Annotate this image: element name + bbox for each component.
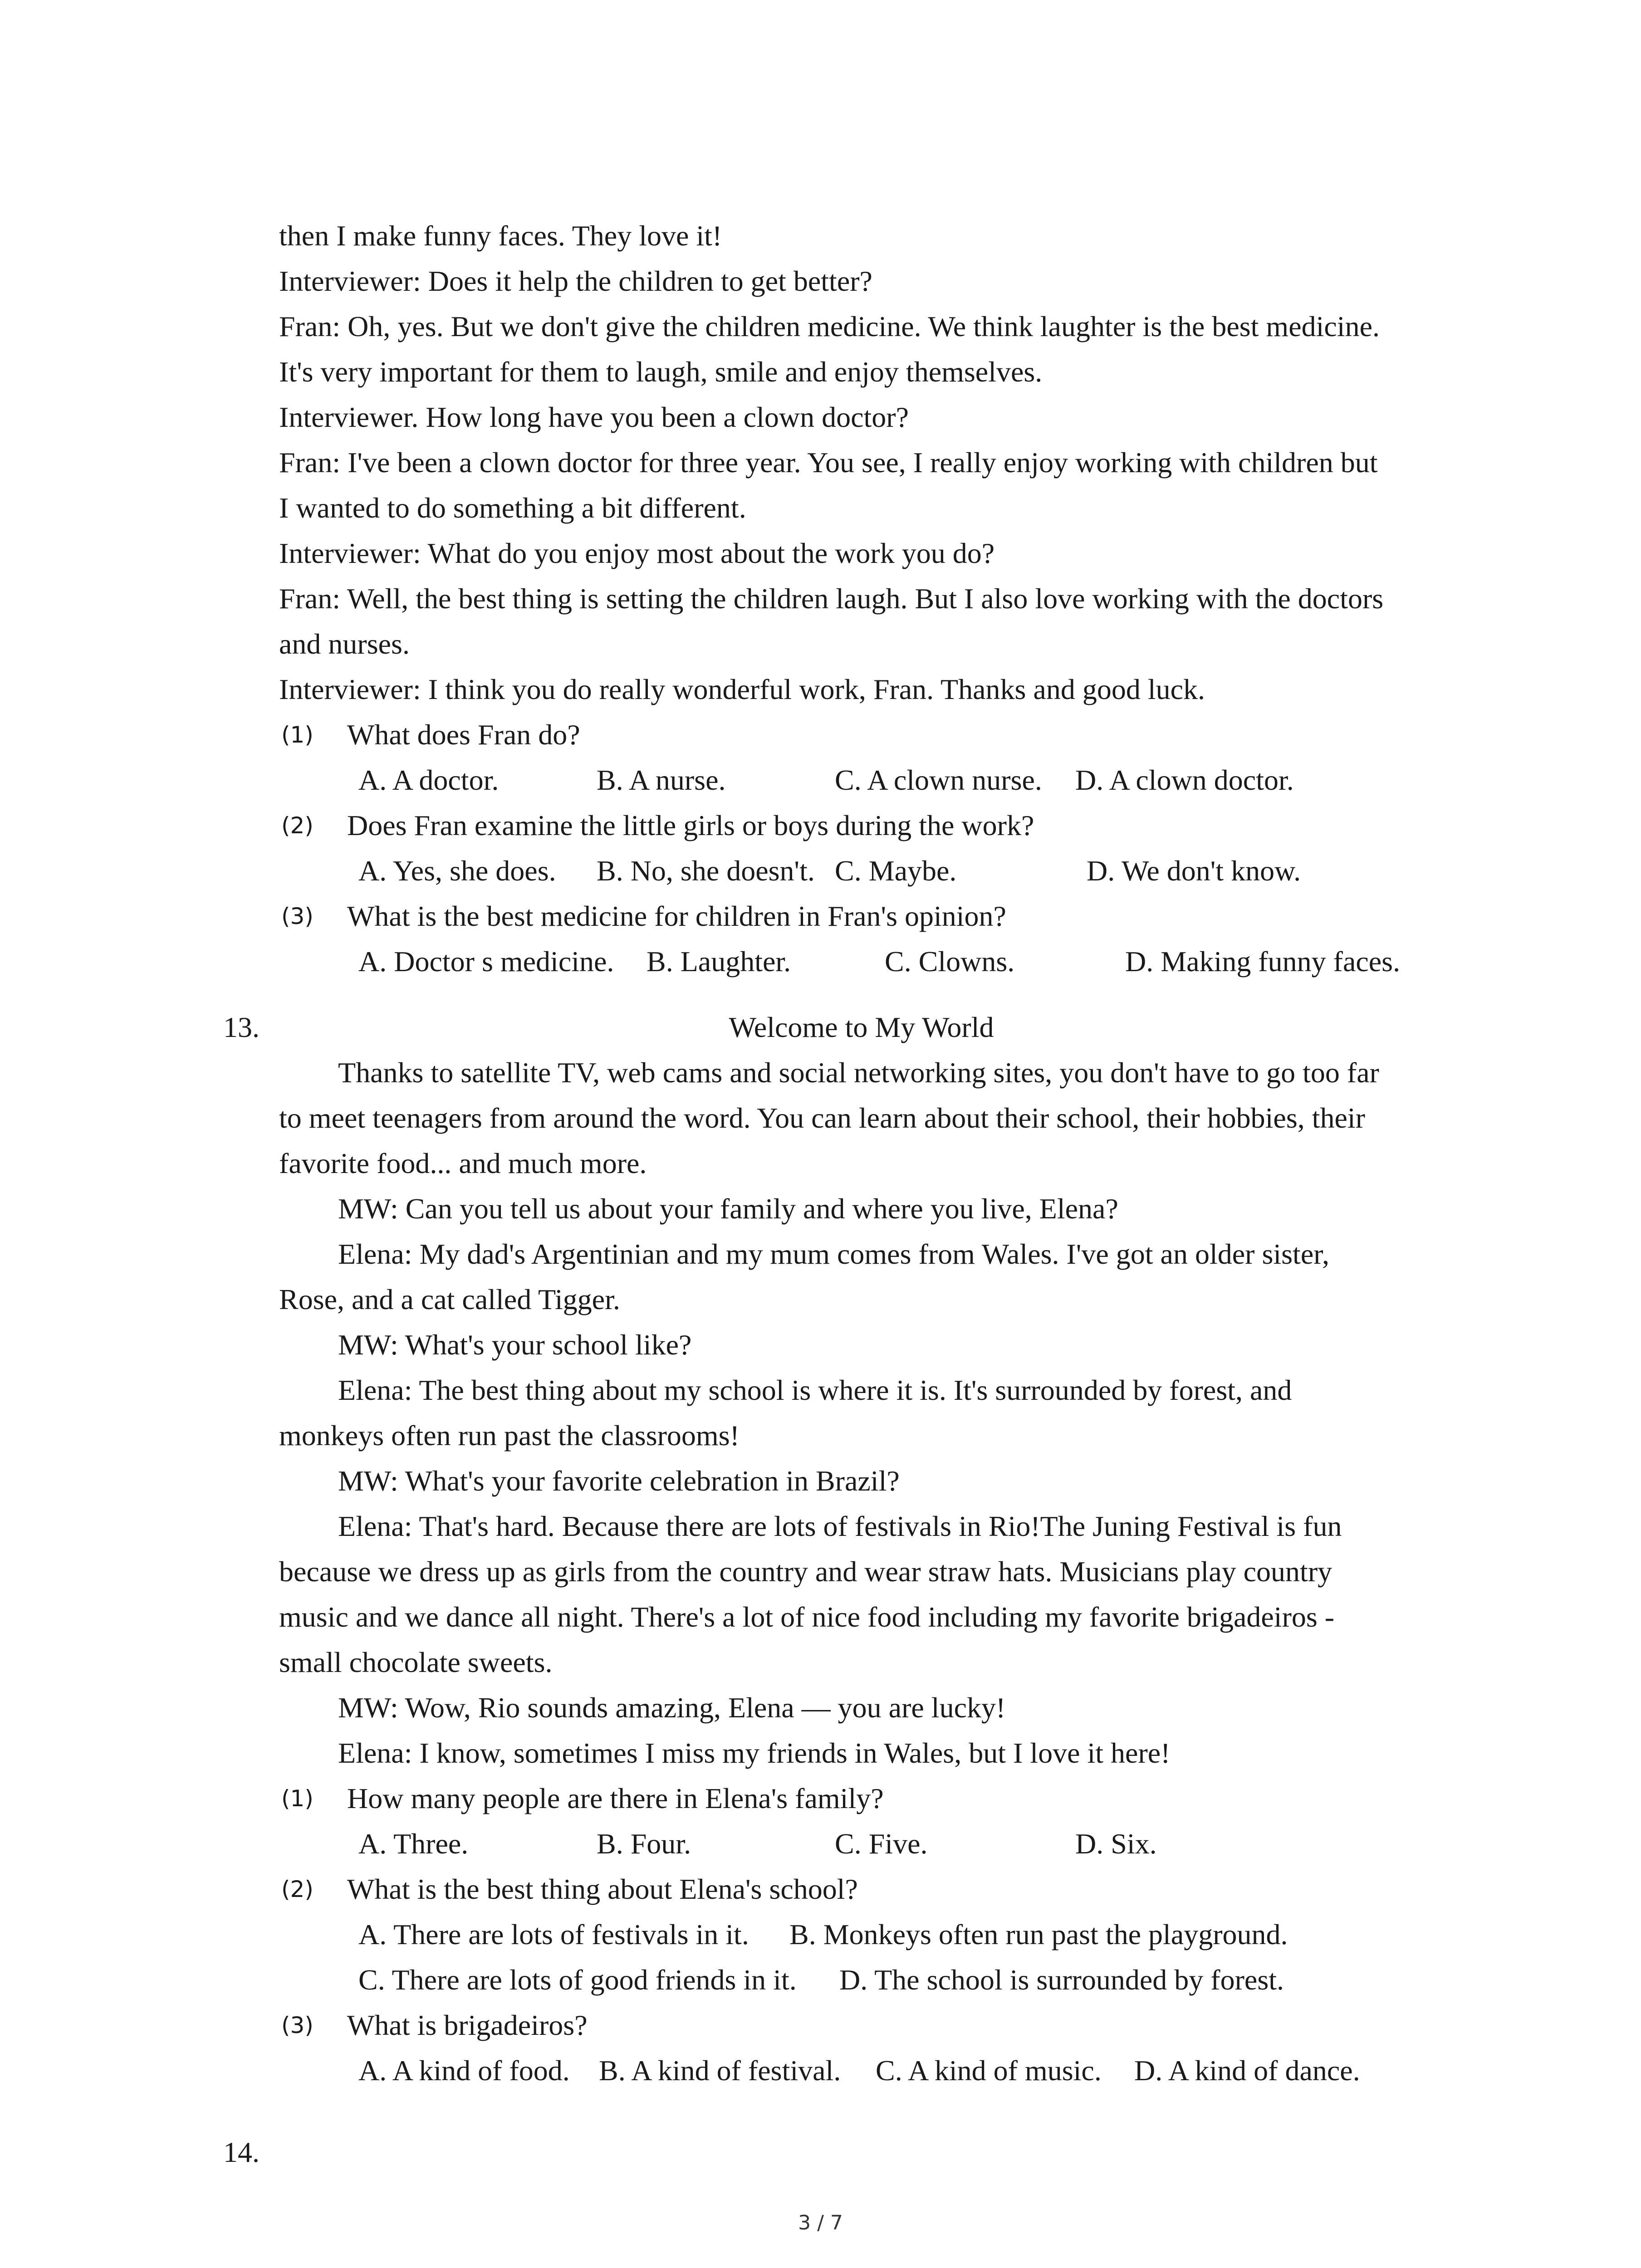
option-b: B. No, she doesn't. xyxy=(597,855,815,887)
dialogue-line: Interviewer. How long have you been a clown doctor? xyxy=(279,401,909,433)
question-number: (1) xyxy=(281,722,314,748)
option-d: D. The school is surrounded by forest. xyxy=(839,1964,1284,1996)
passage-line: MW: Wow, Rio sounds amazing, Elena — you are lucky! xyxy=(338,1691,1006,1724)
option-d: D. Making funny faces. xyxy=(1125,945,1401,978)
question-number: (3) xyxy=(281,2012,314,2038)
option-a: A. There are lots of festivals in it. xyxy=(358,1918,749,1950)
passage-line: Rose, and a cat called Tigger. xyxy=(279,1283,620,1315)
question-number: (2) xyxy=(281,812,314,839)
passage-line: music and we dance all night. There's a lot of nice food including my favorite brigadeiros - xyxy=(279,1601,1335,1633)
option-c: C. A kind of music. xyxy=(876,2054,1102,2087)
question-text: Does Fran examine the little girls or boys during the work? xyxy=(347,809,1034,841)
passage-line: MW: What's your favorite celebration in Brazil? xyxy=(338,1465,900,1497)
dialogue-line: I wanted to do something a bit different. xyxy=(279,492,746,524)
dialogue-line: It's very important for them to laugh, smile and enjoy themselves. xyxy=(279,356,1043,388)
option-c: C. Clowns. xyxy=(885,945,1015,978)
option-a: A. A kind of food. xyxy=(358,2054,570,2087)
question-number: (1) xyxy=(281,1785,314,1812)
passage-line: Elena: My dad's Argentinian and my mum comes from Wales. I've got an older sister, xyxy=(338,1238,1329,1270)
option-b: B. Laughter. xyxy=(647,945,791,978)
option-b: B. Monkeys often run past the playground. xyxy=(789,1918,1288,1950)
option-d: D. A clown doctor. xyxy=(1075,764,1294,796)
option-d: D. A kind of dance. xyxy=(1134,2054,1360,2087)
option-a: A. Yes, she does. xyxy=(358,855,556,887)
passage-title xyxy=(0,1005,1641,1050)
page-number: 3 / 7 xyxy=(798,2211,843,2234)
option-d: D. We don't know. xyxy=(1087,855,1301,887)
question-text: What does Fran do? xyxy=(347,719,580,751)
option-c: C. Maybe. xyxy=(835,855,957,887)
option-a: A. Three. xyxy=(358,1828,469,1860)
option-a: A. Doctor s medicine. xyxy=(358,945,614,978)
dialogue-line: Fran: I've been a clown doctor for three year. You see, I really enjoy working with children but xyxy=(279,446,1378,479)
option-c: C. There are lots of good friends in it. xyxy=(358,1964,797,1996)
dialogue-line: and nurses. xyxy=(279,628,410,660)
question-text: What is the best medicine for children in Fran's opinion? xyxy=(347,900,1006,932)
passage-line: favorite food... and much more. xyxy=(279,1147,647,1179)
dialogue-line: Fran: Well, the best thing is setting the children laugh. But I also love working with the doctors xyxy=(279,582,1384,615)
passage-title-text: Welcome to My World xyxy=(729,1011,994,1043)
question-13-number: 13. xyxy=(223,1011,260,1043)
dialogue-line: Interviewer: Does it help the children to get better? xyxy=(279,265,872,297)
option-d: D. Six. xyxy=(1075,1828,1157,1860)
question-14-number: 14. xyxy=(223,2136,260,2168)
question-number: (3) xyxy=(281,903,314,929)
option-b: B. A nurse. xyxy=(597,764,726,796)
passage-line: to meet teenagers from around the word. You can learn about their school, their hobbies, their xyxy=(279,1102,1365,1134)
dialogue-line: Interviewer: What do you enjoy most about the work you do? xyxy=(279,537,995,569)
passage-line: monkeys often run past the classrooms! xyxy=(279,1419,740,1452)
passage-line: MW: Can you tell us about your family and where you live, Elena? xyxy=(338,1193,1118,1225)
question-text: What is brigadeiros? xyxy=(347,2009,588,2041)
question-text: How many people are there in Elena's family? xyxy=(347,1782,884,1814)
option-b: B. Four. xyxy=(597,1828,691,1860)
passage-line: Elena: I know, sometimes I miss my friends in Wales, but I love it here! xyxy=(338,1737,1171,1769)
option-a: A. A doctor. xyxy=(358,764,499,796)
passage-line: because we dress up as girls from the country and wear straw hats. Musicians play country xyxy=(279,1555,1332,1588)
passage-line: Elena: That's hard. Because there are lots of festivals in Rio!The Juning Festival is fun xyxy=(338,1510,1342,1542)
option-c: C. Five. xyxy=(835,1828,928,1860)
question-number: (2) xyxy=(281,1876,314,1902)
question-text: What is the best thing about Elena's school? xyxy=(347,1873,858,1905)
passage-line: MW: What's your school like? xyxy=(338,1329,692,1361)
option-b: B. A kind of festival. xyxy=(599,2054,841,2087)
option-c: C. A clown nurse. xyxy=(835,764,1042,796)
passage-line: small chocolate sweets. xyxy=(279,1646,553,1678)
passage-line: Thanks to satellite TV, web cams and social networking sites, you don't have to go too far xyxy=(338,1056,1379,1089)
dialogue-line: Fran: Oh, yes. But we don't give the children medicine. We think laughter is the best medicine. xyxy=(279,310,1380,342)
dialogue-line: Interviewer: I think you do really wonderful work, Fran. Thanks and good luck. xyxy=(279,673,1205,705)
passage-line: Elena: The best thing about my school is where it is. It's surrounded by forest, and xyxy=(338,1374,1292,1406)
dialogue-line: then I make funny faces. They love it! xyxy=(279,220,722,252)
